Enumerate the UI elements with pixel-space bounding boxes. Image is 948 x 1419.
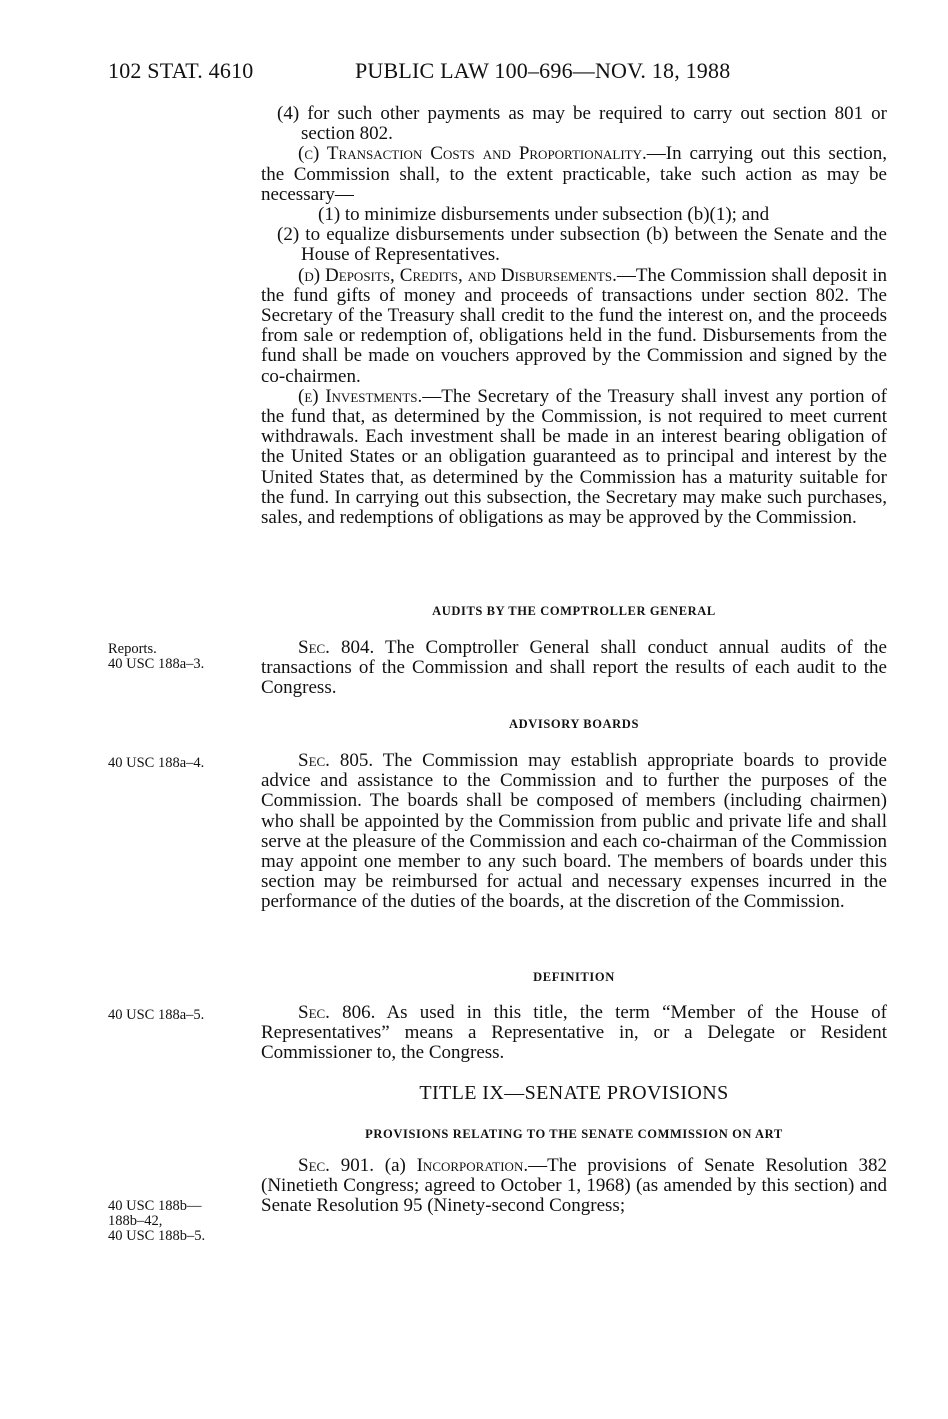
- title-ix-subheading: PROVISIONS RELATING TO THE SENATE COMMISSION ON ART: [365, 1127, 783, 1141]
- subsection-e-text: —The Secretary of the Treasury shall invest any portion of the fund that, as determined by the Commission, is not required to meet current withdrawals. Each investment shall be made in an interest bearing obligation of the United States or an obligation guaranteed as to principal and interest by the United States that, as determined by the Commission has a maturity suitable for the fund. In carrying out this subsection, the Secretary may make such purchases, sales, and redemptions of obligations as may be approved by the Commission.: [261, 385, 887, 529]
- section-804: [261, 638, 887, 699]
- margin-note-reports-line1: Reports.: [108, 641, 157, 657]
- margin-note-901-line3: 40 USC 188b–5.: [108, 1228, 206, 1244]
- section-heading-audits: AUDITS BY THE COMPTROLLER GENERAL: [432, 604, 716, 618]
- margin-note-901-line1: 40 USC 188b—: [108, 1198, 202, 1214]
- margin-note-reports-line2: 40 USC 188a–3.: [108, 656, 205, 672]
- section-heading-definition: DEFINITION: [533, 970, 615, 984]
- section-805-text: [261, 751, 887, 913]
- section-806-body: As used in this title, the term “Member of the House of Representatives” means a Representative in, or a Delegate or Resident Commissioner to, the Congress.: [261, 1002, 887, 1064]
- margin-note-901-line2: 188b–42,: [108, 1213, 163, 1229]
- subsection-d: [261, 266, 887, 387]
- subsection-c-heading: (c) Transaction Costs and Proportionality.: [298, 143, 647, 165]
- page-number-header: 102 STAT. 4610: [108, 58, 254, 83]
- margin-note-reports: [108, 642, 248, 672]
- section-806-label: Sec. 806.: [298, 1002, 376, 1023]
- margin-note-806: 40 USC 188a–5.: [108, 1007, 205, 1023]
- section-805-label: Sec. 805.: [298, 750, 374, 771]
- block-subsections: [261, 104, 887, 528]
- subsection-e: [261, 387, 887, 528]
- subsection-c-text: —In carrying out this section, the Commission shall, to the extent practicable, take such action as may be necessary—: [261, 143, 887, 205]
- section-901-a-text: —The provisions of Senate Resolution 382 (Ninetieth Congress; agreed to October 1, 1968) (as amended by this section) and Senate Resolution 95 (Ninety-second Congress;: [261, 1155, 887, 1217]
- section-heading-advisory-boards: ADVISORY BOARDS: [509, 717, 639, 731]
- subsection-e-heading: (e) Investments.: [298, 385, 423, 407]
- section-804-body: The Comptroller General shall conduct annual audits of the transactions of the Commission and shall report the results of each audit to the Congress.: [261, 637, 887, 699]
- paragraph-c2: (2) to equalize disbursements under subsection (b) between the Senate and the House of Representatives.: [277, 224, 887, 266]
- subsection-d-heading: (d) Deposits, Credits, and Disbursements.: [298, 264, 617, 286]
- running-header: PUBLIC LAW 100–696—NOV. 18, 1988: [355, 58, 731, 83]
- margin-note-901: [108, 1199, 248, 1244]
- section-804-label: Sec. 804.: [298, 637, 375, 658]
- section-805: [261, 751, 887, 913]
- subsection-d-text: —The Commission shall deposit in the fund gifts of money and proceeds of transactions under section 802. The Secretary of the Treasury shall credit to the fund the interest on, and the proceeds from sale or redemption of, obligations held in the fund. Disbursements from the fund shall be made on vouchers approved by the Commission and signed by the co-chairmen.: [261, 264, 887, 387]
- section-901-a-heading: Incorporation.: [416, 1155, 529, 1176]
- subsection-c: [261, 144, 887, 205]
- section-901-label: Sec. 901.: [298, 1155, 374, 1176]
- section-805-body: The Commission may establish appropriate boards to provide advice and assistance to the Commission and to further the purposes of the Commission. The boards shall be composed of members (including chairmen) who shall be appointed by the Commission from public and private life and shall serve at the pleasure of the Commission and each co-chairman of the Commission may appoint one member to any such board. The members of boards under this section may be reimbursed for actual and necessary expenses incurred in the performance of the duties of the boards, at the discretion of the Commission.: [261, 750, 887, 913]
- title-ix-heading: TITLE IX—SENATE PROVISIONS: [419, 1082, 729, 1104]
- section-806: [261, 1003, 887, 1064]
- section-901-subsection-label: (a): [373, 1155, 417, 1176]
- section-901: [261, 1156, 887, 1217]
- margin-note-805: 40 USC 188a–4.: [108, 755, 205, 771]
- section-901-text: [261, 1156, 887, 1217]
- section-806-text: [261, 1003, 887, 1064]
- paragraph-c1: (1) to minimize disbursements under subsection (b)(1); and: [318, 204, 770, 226]
- paragraph-4: (4) for such other payments as may be required to carry out section 801 or section 802.: [277, 103, 887, 145]
- section-804-text: [261, 638, 887, 699]
